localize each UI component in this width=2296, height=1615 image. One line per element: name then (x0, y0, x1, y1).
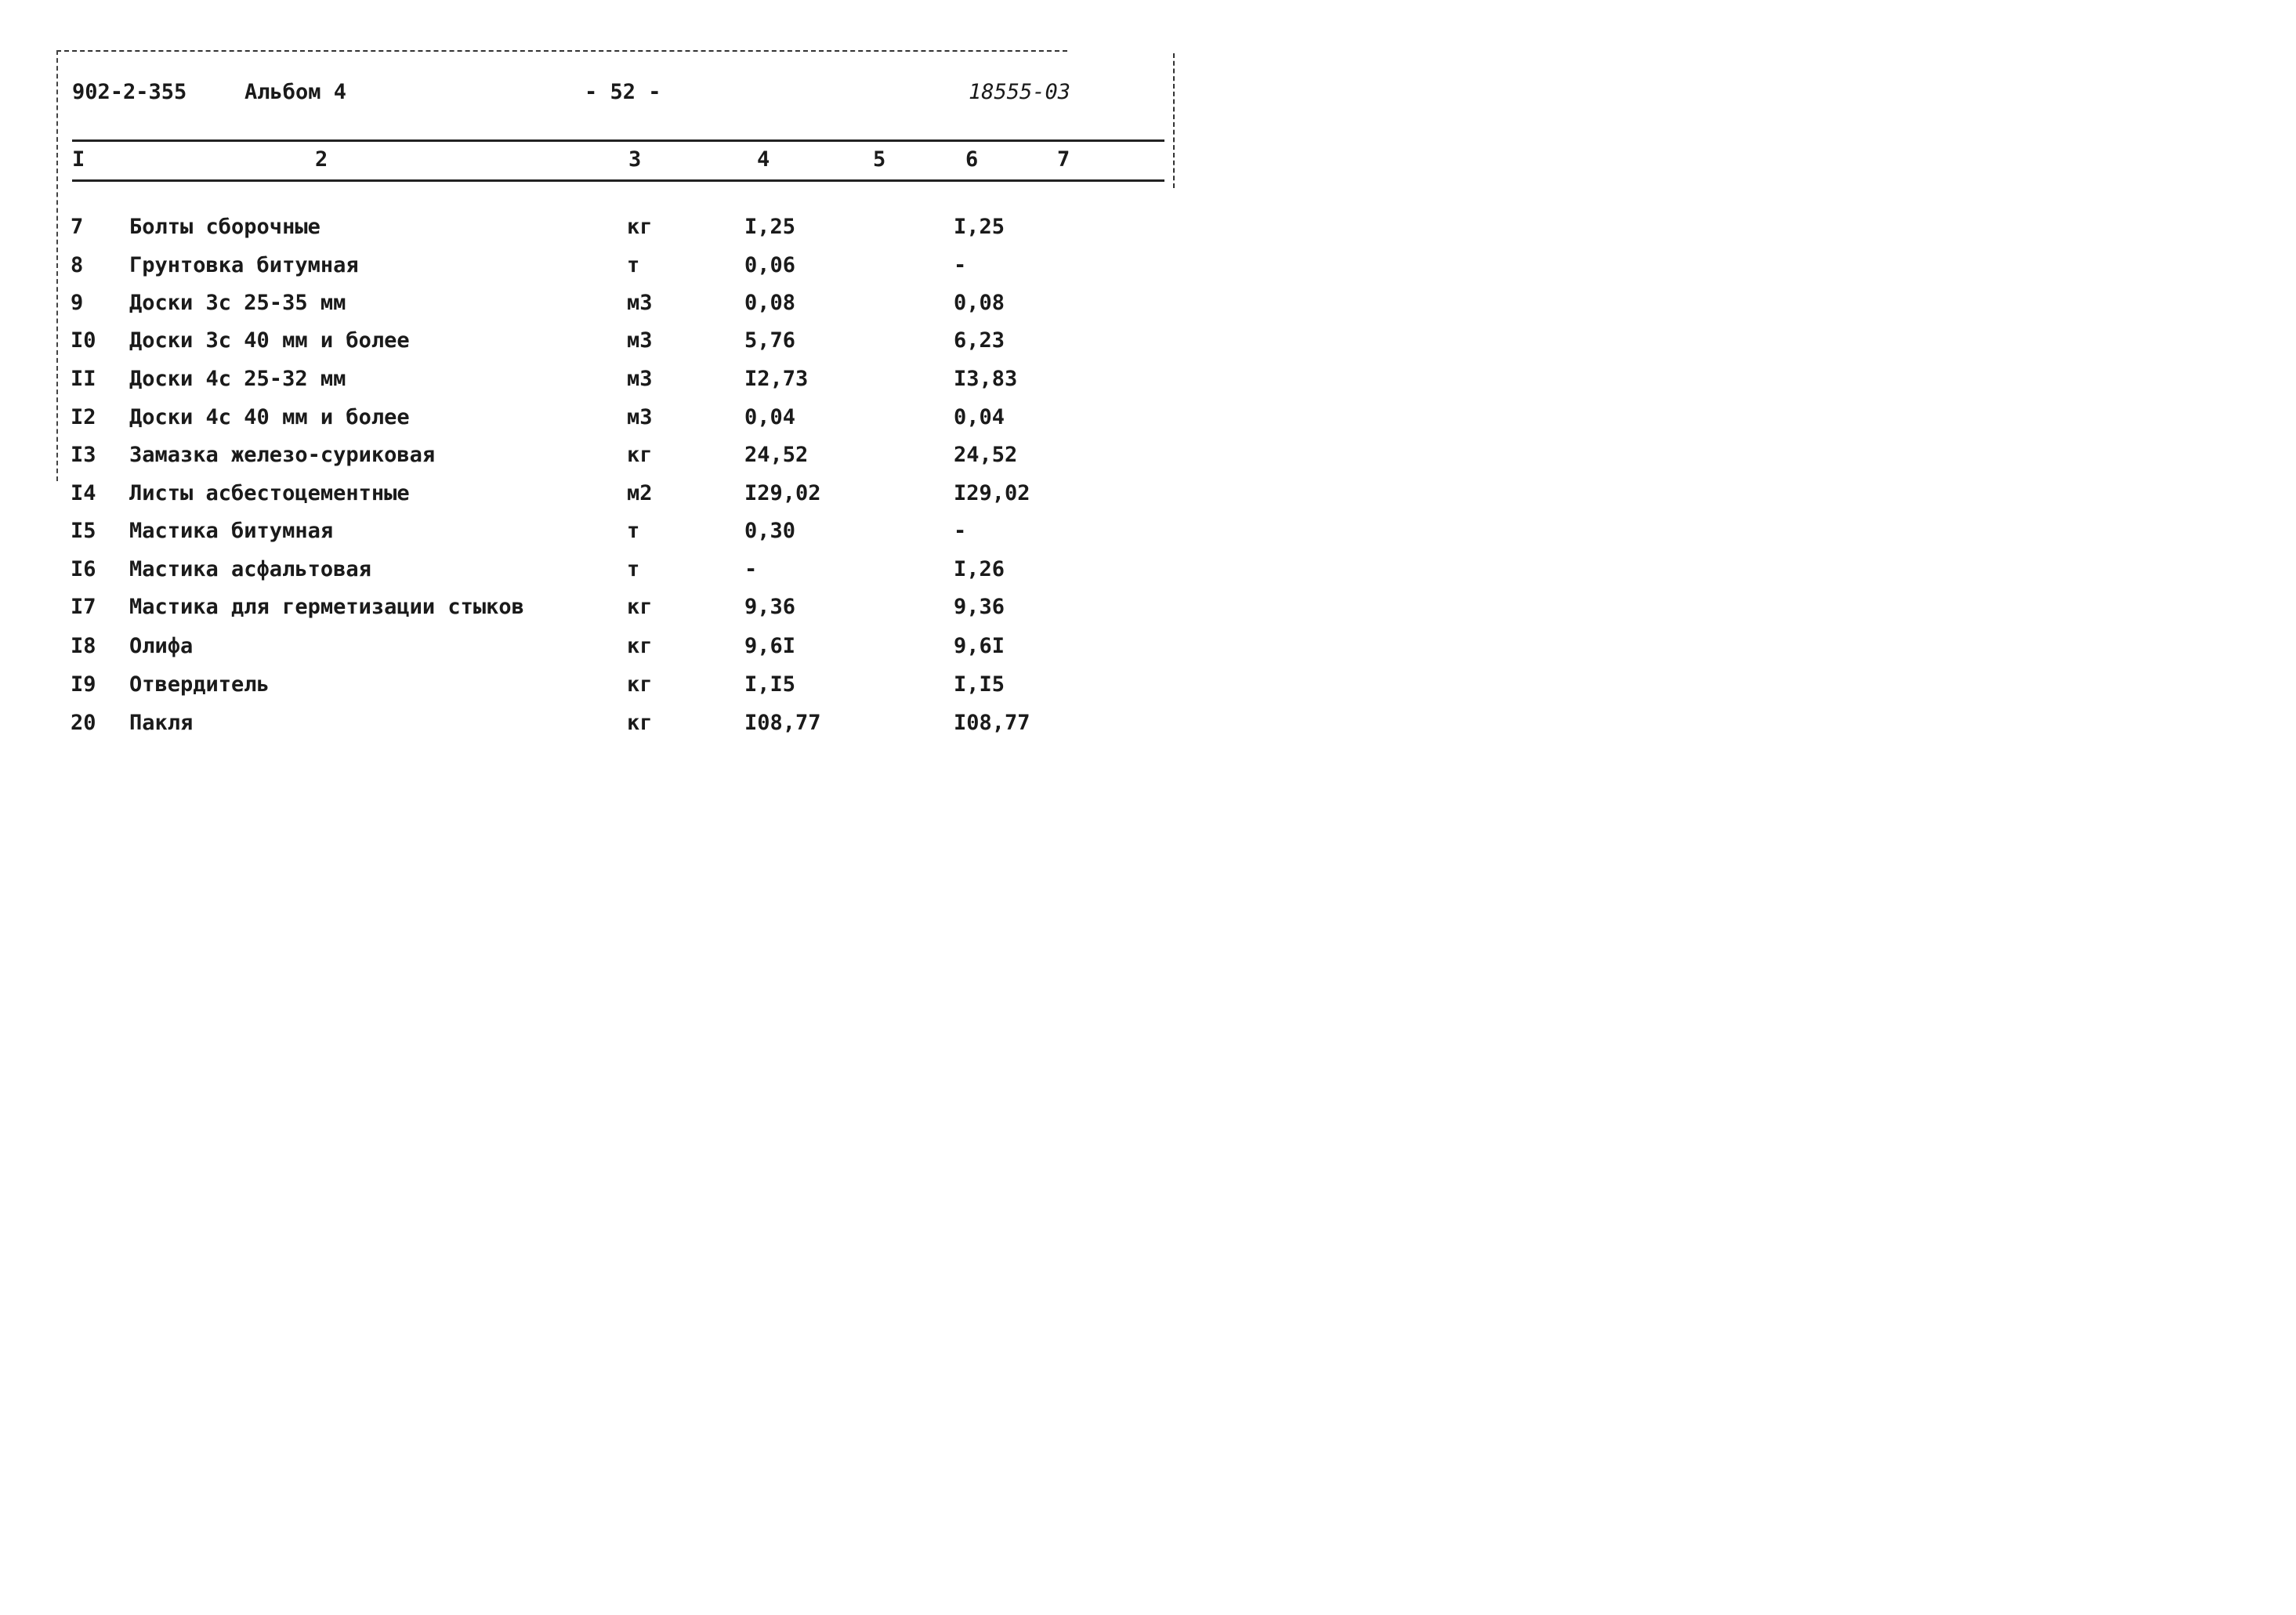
album-label: Альбом 4 (244, 80, 347, 104)
table-row (0, 288, 1218, 319)
unit: кг (627, 672, 653, 697)
value-column-4: I29,02 (744, 481, 821, 505)
header-rule-bottom (72, 179, 1164, 182)
material-name: Листы асбестоцементные (129, 481, 410, 505)
row-number: 20 (71, 711, 96, 735)
row-number: 7 (71, 215, 84, 239)
table-row (0, 325, 1218, 357)
value-column-6: - (954, 519, 967, 543)
row-number: I4 (71, 481, 96, 505)
value-column-4: 24,52 (744, 443, 809, 467)
value-column-4: 9,36 (744, 595, 796, 619)
unit: м3 (627, 328, 653, 353)
column-number-1: I (72, 147, 85, 172)
unit: м2 (627, 481, 653, 505)
column-number-3: 3 (628, 147, 642, 172)
value-column-4: 0,04 (744, 405, 796, 429)
row-number: 8 (71, 253, 84, 277)
table-row (0, 440, 1218, 471)
row-number: I3 (71, 443, 96, 467)
value-column-6: 9,36 (954, 595, 1005, 619)
table-row (0, 212, 1218, 243)
table-row (0, 708, 1218, 739)
row-number: I2 (71, 405, 96, 429)
document-number: 18555-03 (969, 80, 1071, 104)
table-row (0, 592, 1218, 623)
table-row (0, 250, 1218, 281)
value-column-6: I29,02 (954, 481, 1030, 505)
header-rule-top (72, 139, 1164, 142)
column-number-4: 4 (757, 147, 770, 172)
table-row (0, 631, 1218, 662)
value-column-6: 24,52 (954, 443, 1018, 467)
row-number: II (71, 367, 96, 391)
material-name: Отвердитель (129, 672, 270, 697)
row-number: I7 (71, 595, 96, 619)
table-row (0, 669, 1218, 701)
material-name: Мастика асфальтовая (129, 557, 371, 581)
unit: кг (627, 634, 653, 658)
value-column-4: I,25 (744, 215, 796, 239)
unit: кг (627, 711, 653, 735)
value-column-6: 0,04 (954, 405, 1005, 429)
row-number: I0 (71, 328, 96, 353)
value-column-6: 9,6I (954, 634, 1005, 658)
unit: кг (627, 443, 653, 467)
table-row (0, 364, 1218, 395)
frame-right-line (1173, 53, 1175, 188)
unit: м3 (627, 291, 653, 315)
value-column-6: - (954, 253, 967, 277)
value-column-6: 6,23 (954, 328, 1005, 353)
column-number-7: 7 (1057, 147, 1070, 172)
material-name: Болты сборочные (129, 215, 320, 239)
unit: м3 (627, 405, 653, 429)
material-name: Доски 4с 25-32 мм (129, 367, 346, 391)
value-column-4: I08,77 (744, 711, 821, 735)
document-code: 902-2-355 (72, 80, 187, 104)
value-column-6: I08,77 (954, 711, 1030, 735)
unit: т (627, 519, 640, 543)
material-name: Замазка железо-суриковая (129, 443, 436, 467)
value-column-4: 0,30 (744, 519, 796, 543)
value-column-4: 5,76 (744, 328, 796, 353)
value-column-4: 9,6I (744, 634, 796, 658)
material-name: Доски 3с 25-35 мм (129, 291, 346, 315)
frame-top-line (56, 50, 1067, 52)
material-name: Доски 4с 40 мм и более (129, 405, 410, 429)
unit: м3 (627, 367, 653, 391)
value-column-4: I,I5 (744, 672, 796, 697)
unit: кг (627, 595, 653, 619)
row-number: I8 (71, 634, 96, 658)
value-column-4: - (744, 557, 758, 581)
column-number-2: 2 (315, 147, 328, 172)
value-column-6: I,26 (954, 557, 1005, 581)
unit: т (627, 253, 640, 277)
unit: т (627, 557, 640, 581)
value-column-6: I,I5 (954, 672, 1005, 697)
row-number: I9 (71, 672, 96, 697)
table-row (0, 554, 1218, 585)
value-column-6: 0,08 (954, 291, 1005, 315)
value-column-4: 0,08 (744, 291, 796, 315)
row-number: 9 (71, 291, 84, 315)
material-name: Грунтовка битумная (129, 253, 359, 277)
table-row (0, 516, 1218, 547)
row-number: I5 (71, 519, 96, 543)
material-name: Мастика битумная (129, 519, 334, 543)
material-name: Пакля (129, 711, 194, 735)
value-column-6: I3,83 (954, 367, 1018, 391)
material-name: Доски 3с 40 мм и более (129, 328, 410, 353)
unit: кг (627, 215, 653, 239)
table-row (0, 402, 1218, 433)
value-column-4: 0,06 (744, 253, 796, 277)
column-number-5: 5 (873, 147, 886, 172)
table-row (0, 478, 1218, 509)
row-number: I6 (71, 557, 96, 581)
material-name: Мастика для герметизации стыков (129, 595, 524, 619)
page-number: - 52 - (585, 80, 661, 104)
column-number-6: 6 (965, 147, 979, 172)
document-page (0, 0, 1218, 856)
value-column-4: I2,73 (744, 367, 809, 391)
value-column-6: I,25 (954, 215, 1005, 239)
material-name: Олифа (129, 634, 194, 658)
